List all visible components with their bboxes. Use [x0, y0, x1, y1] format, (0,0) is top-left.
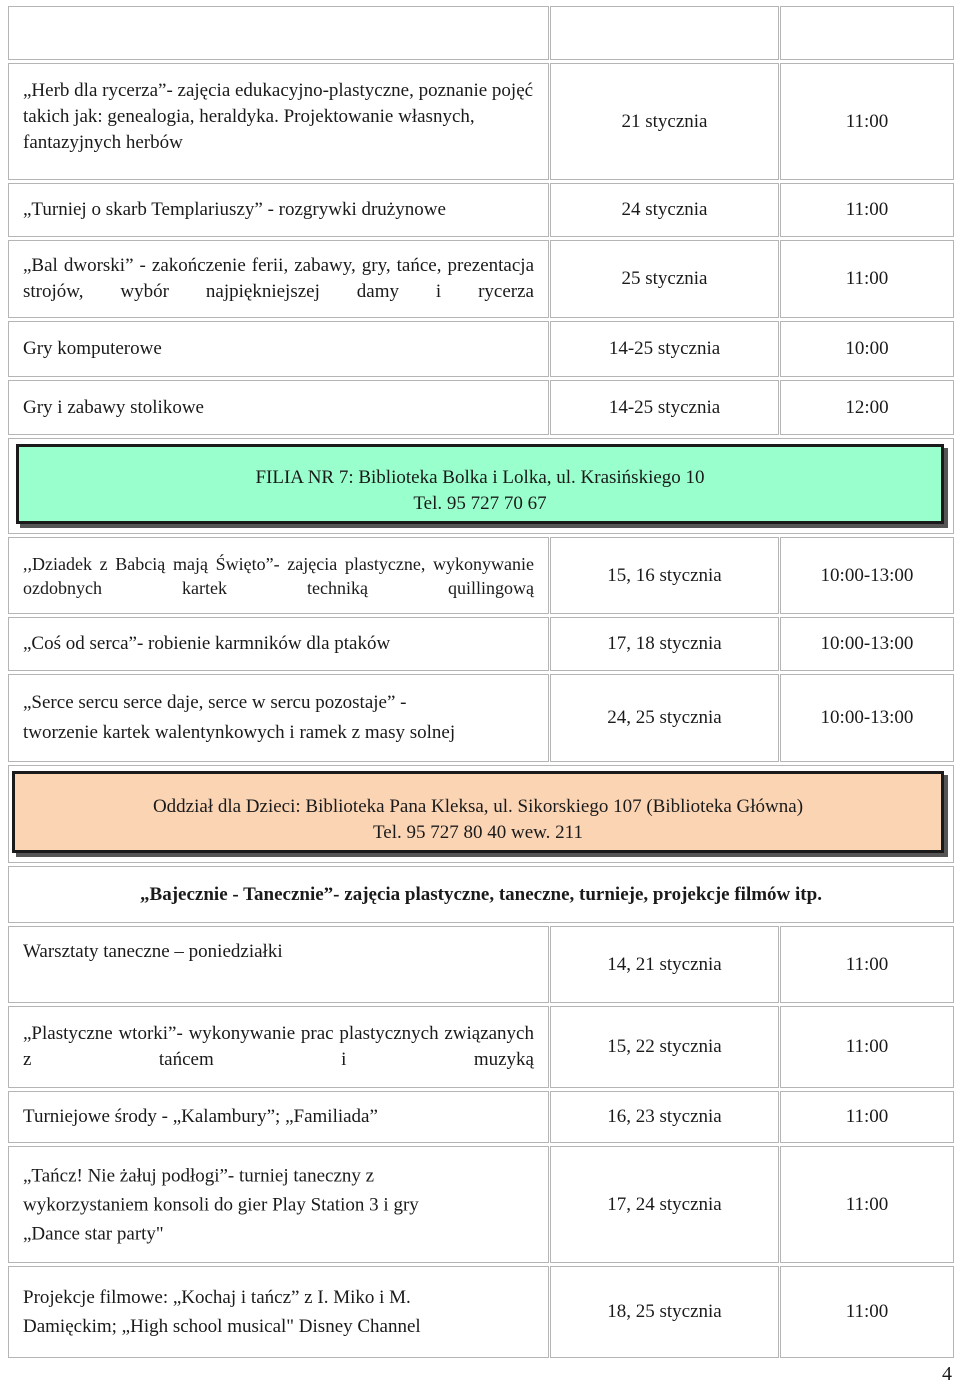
event-title-cell: [8, 1091, 549, 1143]
event-time: 11:00: [845, 1193, 889, 1215]
event-date-cell: [550, 617, 779, 671]
event-title: [23, 688, 534, 748]
event-title-cell: [8, 240, 549, 318]
event-title-line: wykorzystaniem konsoli do gier Play Station 3 i gry: [23, 1194, 419, 1215]
event-date: 14, 21 stycznia: [607, 953, 722, 975]
event-date: 14-25 stycznia: [608, 396, 721, 418]
event-title-line: Projekcje filmowe: „Kochaj i tańcz” z I. Miko i M.: [23, 1287, 411, 1308]
program-title: „Bajecznie - Tanecznie”- zajęcia plastyczne, taneczne, turnieje, projekcje filmów itp.: [140, 883, 822, 905]
event-title: „Plastyczne wtorki”- wykonywanie prac plastycznych związanych z tańcem i muzyką: [23, 1023, 534, 1070]
event-title-line: „Tańcz! Nie żałuj podłogi”- turniej taneczny z: [23, 1165, 375, 1186]
event-date: 25 stycznia: [621, 268, 708, 289]
event-date-cell: [550, 380, 779, 435]
event-time-cell: [780, 674, 954, 762]
program-title-cell: [8, 866, 954, 923]
event-date-cell: [550, 240, 779, 318]
filia-phone: Tel. 95 727 70 67: [413, 493, 547, 514]
event-title-cell: [8, 380, 549, 435]
event-time-cell: [780, 183, 954, 237]
table-row: [8, 380, 954, 435]
event-title: Turniejowe środy - „Kalambury”; „Familiada”: [23, 1106, 378, 1127]
event-time-cell: [780, 617, 954, 671]
event-title: „Coś od serca”- robienie karmników dla ptaków: [23, 633, 391, 654]
event-date: 16, 23 stycznia: [607, 1106, 722, 1127]
event-time: 11:00: [845, 110, 889, 132]
event-date-cell: [550, 1091, 779, 1143]
event-title-cell: [8, 537, 549, 614]
table-row: [8, 1146, 954, 1263]
event-title-cell: [8, 1146, 549, 1263]
event-title-line: „Dance star party": [23, 1223, 164, 1244]
event-title: ,,Dziadek z Babcią mają Święto”- zajęcia plastyczne, wykonywanie ozdobnych kartek techniką quillingową: [23, 553, 534, 598]
table-row: [8, 183, 954, 237]
event-date: 17, 18 stycznia: [607, 633, 722, 654]
event-date-cell: [550, 6, 779, 60]
table-row: [8, 537, 954, 614]
event-time: 11:00: [845, 1106, 889, 1127]
section-header-row: [8, 765, 954, 863]
event-time-cell: [780, 537, 954, 614]
event-time-cell: [780, 240, 954, 318]
page-number: 4: [942, 1363, 952, 1385]
event-date: 15, 22 stycznia: [607, 1036, 722, 1057]
event-time: 10:00-13:00: [820, 564, 914, 586]
oddzial-phone: Tel. 95 727 80 40 wew. 211: [373, 822, 583, 843]
event-date-cell: [550, 63, 779, 180]
event-title-cell: [8, 926, 549, 1003]
table-row: [8, 1266, 954, 1358]
event-date-cell: [550, 1006, 779, 1088]
filia-header: [16, 444, 944, 524]
event-time-cell: [780, 926, 954, 1003]
event-time-cell: [780, 1091, 954, 1143]
event-title-line: tworzenie kartek walentynkowych i ramek z masy solnej: [23, 722, 456, 743]
event-title: [23, 1283, 534, 1341]
event-date: 14-25 stycznia: [608, 338, 721, 359]
event-time-cell: [780, 1006, 954, 1088]
event-date-cell: [550, 1146, 779, 1263]
event-date: 17, 24 stycznia: [607, 1193, 722, 1215]
event-time: 10:00-13:00: [820, 633, 914, 654]
event-title-cell: [8, 1266, 549, 1358]
table-row: [8, 240, 954, 318]
event-date: 18, 25 stycznia: [607, 1301, 722, 1322]
event-time-cell: [780, 321, 954, 377]
event-time: 10:00: [845, 338, 889, 359]
event-time-cell: [780, 380, 954, 435]
event-title-line: „Serce sercu serce daje, serce w sercu pozostaje” -: [23, 692, 407, 713]
table-row: [8, 617, 954, 671]
event-date-cell: [550, 926, 779, 1003]
table-row: [8, 321, 954, 377]
event-date: 21 stycznia: [621, 110, 708, 132]
event-title: Gry komputerowe: [23, 338, 162, 359]
event-date-cell: [550, 183, 779, 237]
event-title-cell: [8, 183, 549, 237]
event-time-cell: [780, 1146, 954, 1263]
table-row: [8, 674, 954, 762]
event-date: 15, 16 stycznia: [607, 564, 722, 586]
event-time: 11:00: [845, 268, 889, 289]
event-title-cell: [8, 6, 549, 60]
event-title-cell: [8, 1006, 549, 1088]
event-time: 11:00: [845, 1301, 889, 1322]
filia-address: FILIA NR 7: Biblioteka Bolka i Lolka, ul. Krasińskiego 10: [255, 467, 705, 488]
event-title: [23, 1161, 534, 1248]
event-date-cell: [550, 1266, 779, 1358]
event-title: „Bal dworski” - zakończenie ferii, zabawy, gry, tańce, prezentacja strojów, wybór najpiękniejszej damy i rycerza: [23, 255, 534, 302]
event-time: 11:00: [845, 199, 889, 220]
event-date-cell: [550, 537, 779, 614]
event-date-cell: [550, 674, 779, 762]
table-row: [8, 63, 954, 180]
section-header-row: [8, 438, 954, 534]
event-date-cell: [550, 321, 779, 377]
event-time: 11:00: [845, 953, 889, 975]
event-title-cell: [8, 674, 549, 762]
table-row: [8, 6, 954, 60]
event-date: 24 stycznia: [621, 199, 708, 220]
program-title-row: [8, 866, 954, 923]
table-row: [8, 926, 954, 1003]
table-row: [8, 1091, 954, 1143]
event-date: 24, 25 stycznia: [607, 707, 722, 728]
event-title-cell: [8, 63, 549, 180]
oddzial-header: [12, 771, 944, 853]
oddzial-address: Oddział dla Dzieci: Biblioteka Pana Kleksa, ul. Sikorskiego 107 (Biblioteka Główna): [152, 796, 804, 817]
event-time-cell: [780, 63, 954, 180]
table-row: [8, 1006, 954, 1088]
event-title: „Turniej o skarb Templariuszy” - rozgrywki drużynowe: [23, 199, 446, 220]
event-time: 10:00-13:00: [820, 707, 914, 728]
event-time-cell: [780, 1266, 954, 1358]
event-time-cell: [780, 6, 954, 60]
event-title-cell: [8, 321, 549, 377]
event-time: 11:00: [845, 1036, 889, 1057]
event-title: Warsztaty taneczne – poniedziałki: [23, 941, 283, 962]
event-title-line: Damięckim; „High school musical" Disney Channel: [23, 1316, 421, 1337]
event-title: Gry i zabawy stolikowe: [23, 396, 204, 418]
event-time: 12:00: [845, 396, 889, 418]
event-title: „Herb dla rycerza”- zajęcia edukacyjno-plastyczne, poznanie pojęć takich jak: genealogia, heraldyka. Projektowanie własnych, fantazyjnych herbów: [23, 80, 534, 153]
event-title-cell: [8, 617, 549, 671]
